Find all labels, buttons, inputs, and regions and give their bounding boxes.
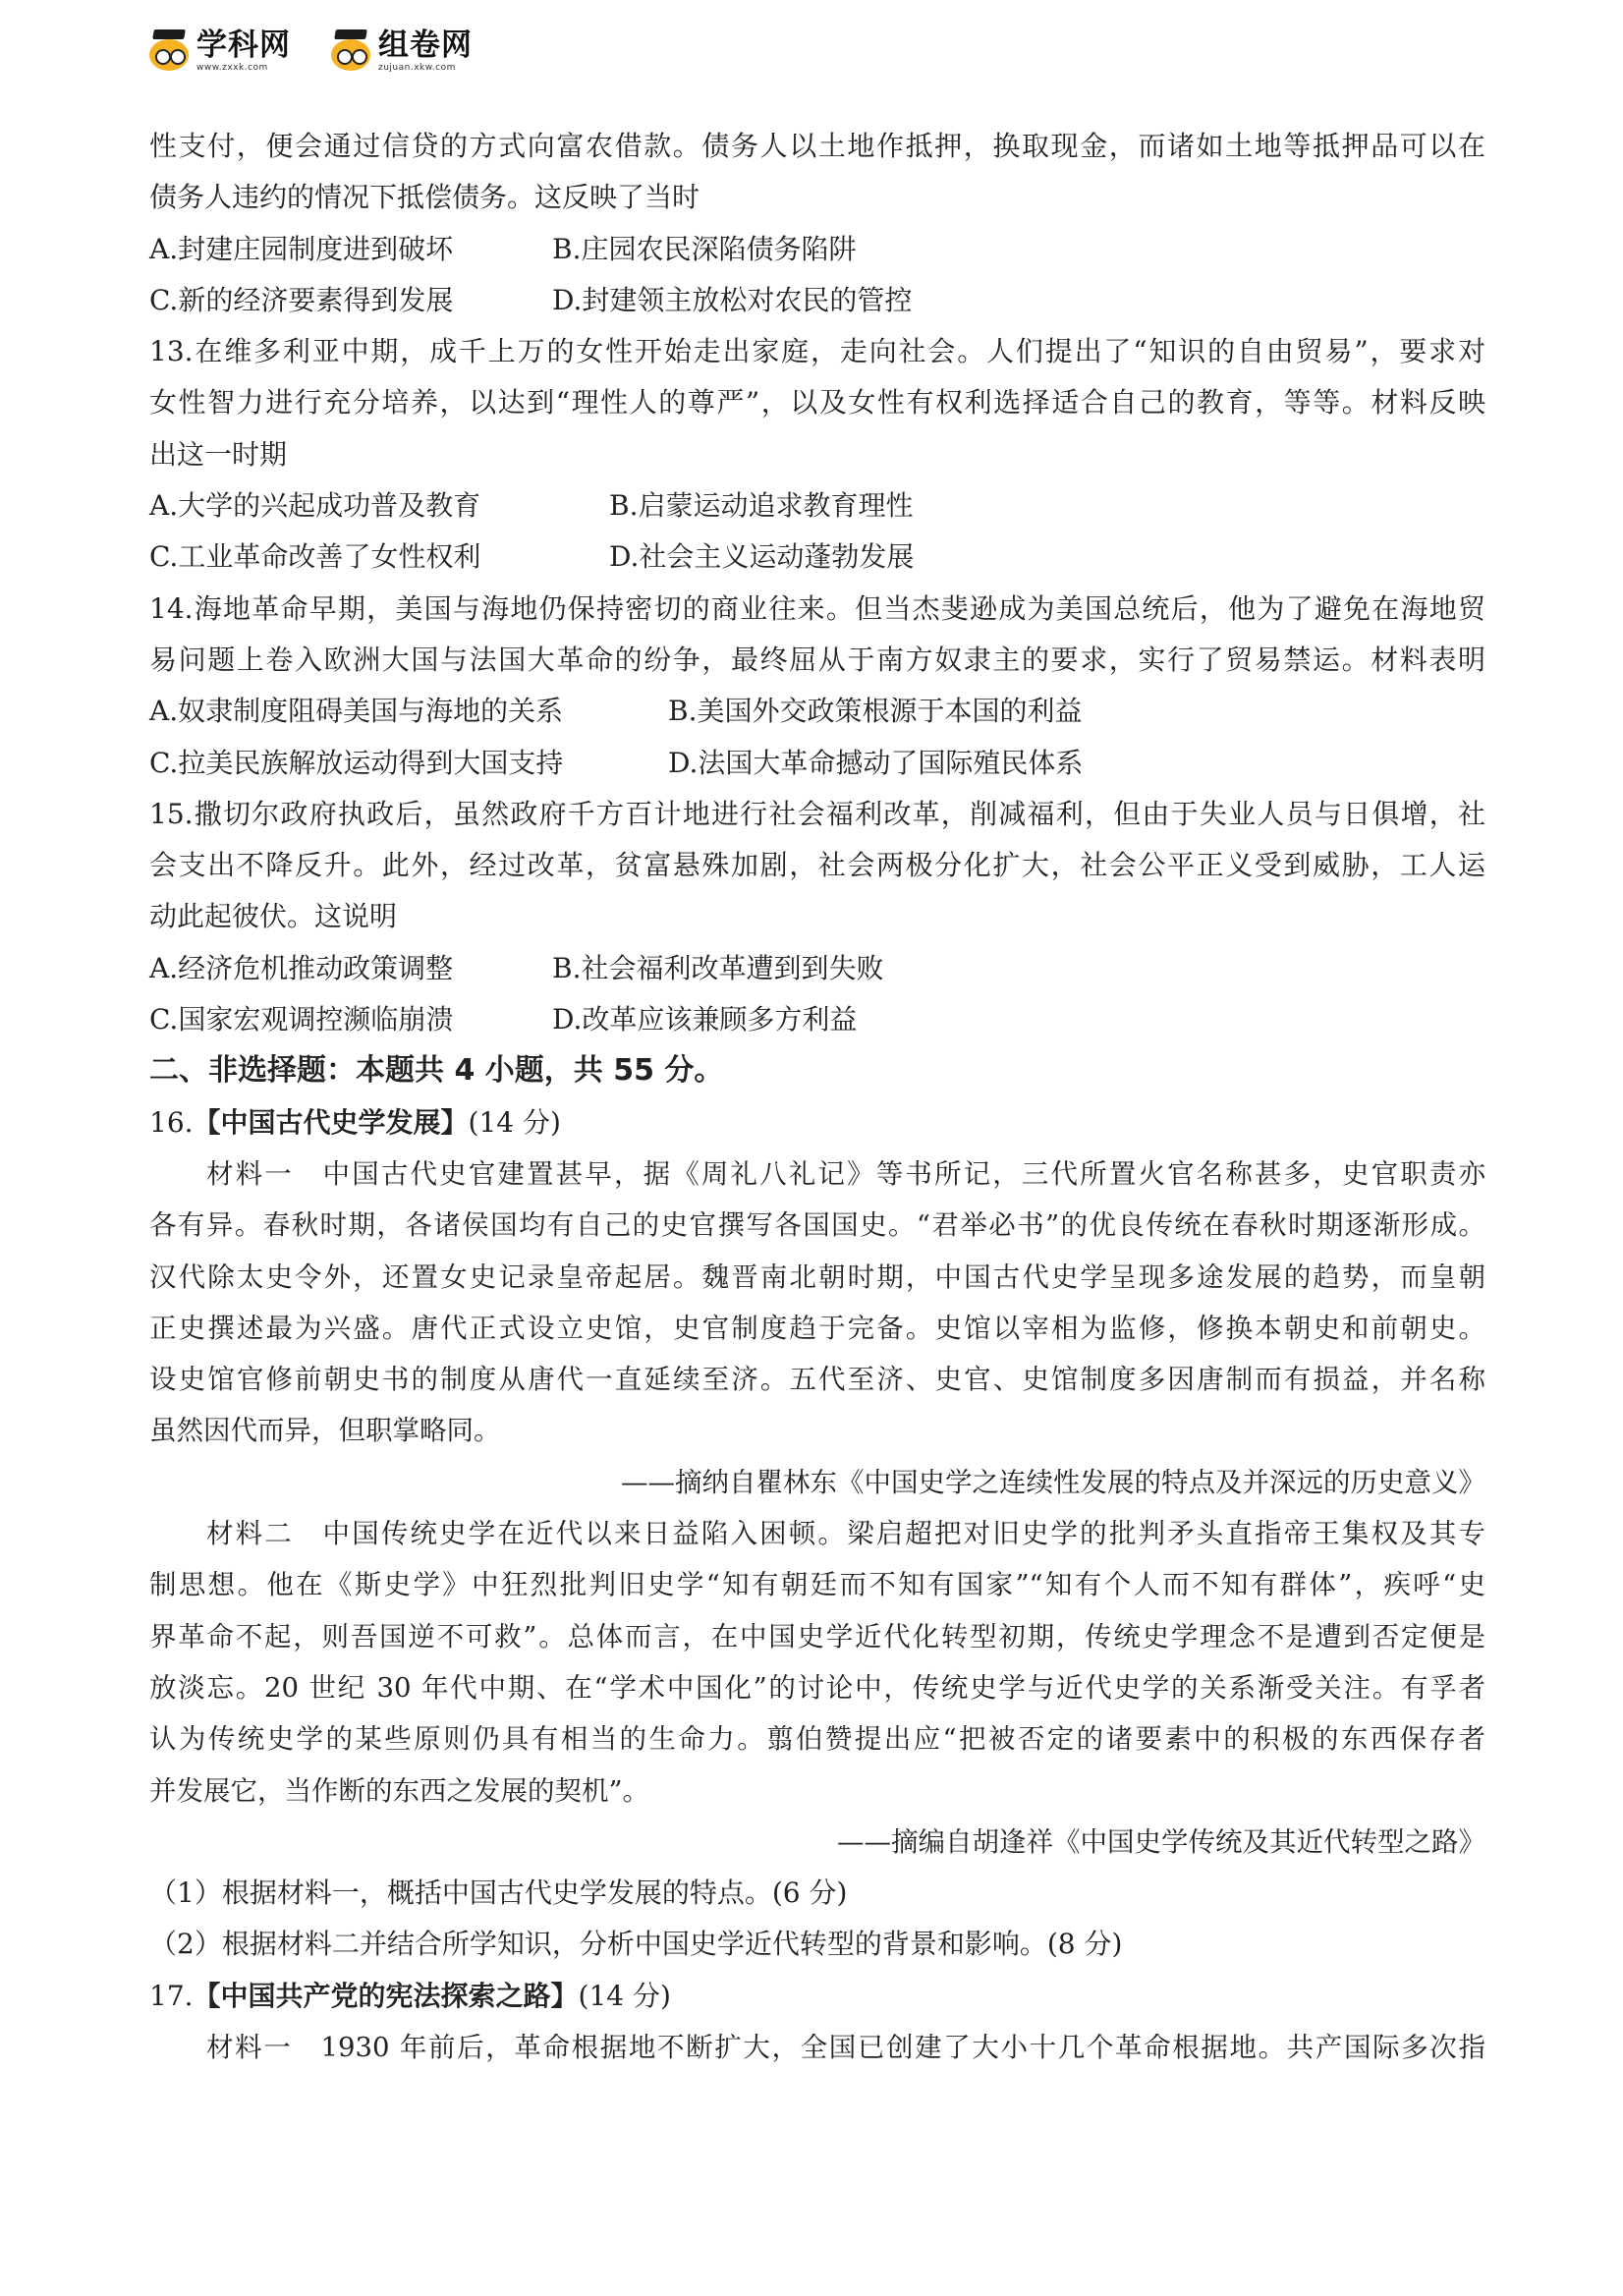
- material-1-source: ——摘纳自瞿林东《中国史学之连续性发展的特点及并深远的历史意义》: [621, 1466, 1485, 1498]
- question-12-options-row: [149, 275, 1485, 326]
- material-1-line: 设史馆官修前朝史书的制度从唐代一直延续至济。五代至济、史官、史馆制度多因唐制而有损益，并名称: [149, 1364, 1485, 1396]
- exam-content: [149, 121, 1485, 2073]
- material-2-line: 并发展它，当作断的东西之发展的契机”。: [149, 1774, 650, 1807]
- material-2-source: ——摘编自胡逢祥《中国史学传统及其近代转型之路》: [837, 1825, 1485, 1858]
- question-14-stem-line: 14.海地革命早期，美国与海地仍保持密切的商业往来。但当杰斐逊成为美国总统后，他为了避免在海地贸: [149, 591, 1485, 625]
- xkw-logo[interactable]: [147, 22, 291, 81]
- option-b[interactable]: B.社会福利改革遭到到失败: [552, 951, 884, 984]
- material-1-line: 材料一 中国古代史官建置甚早，据《周礼八礼记》等书所记，三代所置火官名称甚多，史官职责亦: [206, 1157, 1485, 1190]
- question-score: (14 分): [468, 1105, 561, 1139]
- option-a[interactable]: A.大学的兴起成功普及教育: [149, 489, 481, 523]
- zujuan-logo[interactable]: [329, 22, 473, 81]
- material-1-line: 各有异。春秋时期，各诸侯国均有自己的史官撰写各国国史。“君举必书”的优良传统在春秋时期逐渐形成。: [149, 1209, 1485, 1242]
- question-15-stem-line: 动此起彼伏。这说明: [149, 900, 398, 933]
- owl-mascot-icon: [329, 29, 372, 73]
- section-heading: 二、非选择题：本题共 4 小题，共 55 分。: [149, 1053, 724, 1089]
- option-c[interactable]: C.拉美民族解放运动得到大国支持: [149, 746, 564, 779]
- material-2-line: 放淡忘。20 世纪 30 年代中期、在“学术中国化”的讨论中，传统史学与近代史学的关系渐受关注。有孚者: [149, 1671, 1485, 1704]
- option-a[interactable]: A.经济危机推动政策调整: [149, 951, 454, 984]
- logo-url: zujuan.xkw.com: [378, 62, 456, 73]
- option-b[interactable]: B.启蒙运动追求教育理性: [609, 489, 914, 523]
- option-d[interactable]: D.法国大革命撼动了国际殖民体系: [668, 746, 1084, 779]
- question-12-stem-line: 性支付，便会通过信贷的方式向富农借款。债务人以土地作抵押，换取现金，而诸如土地等抵押品可以在: [149, 130, 1485, 162]
- question-16-heading: [149, 1097, 1485, 1148]
- material-2-line: 认为传统史学的某些原则仍具有相当的生命力。翦伯赞提出应“把被否定的诸要素中的积极的东西保存者: [149, 1723, 1485, 1756]
- material-1-line: 虽然因代而异，但职掌略同。: [149, 1415, 501, 1447]
- option-d[interactable]: D.封建领主放松对农民的管控: [552, 283, 913, 316]
- option-b[interactable]: B.美国外交政策根源于本国的利益: [668, 695, 1083, 728]
- question-13-options-row: [149, 532, 1485, 583]
- material-2-line: 制思想。他在《斯史学》中狂烈批判旧史学“知有朝廷而不知有国家”“知有个人而不知有群体”，疾呼“史: [149, 1569, 1485, 1601]
- option-d[interactable]: D.社会主义运动蓬勃发展: [609, 540, 915, 574]
- question-number: 17.: [149, 1979, 194, 2012]
- question-number: 16.: [149, 1105, 194, 1139]
- question-15-stem-line: 15.撒切尔政府执政后，虽然政府千方百计地进行社会福利改革，削减福利，但由于失业人员与日俱增，社: [149, 797, 1485, 830]
- option-c[interactable]: C.国家宏观调控濒临崩溃: [149, 1003, 454, 1036]
- question-topic: 【中国共产党的宪法探索之路】: [193, 1979, 579, 2012]
- question-14-stem-line: 易问题上卷入欧洲大国与法国大革命的纷争，最终屈从于南方奴隶主的要求，实行了贸易禁运。材料表明: [149, 643, 1485, 676]
- option-c[interactable]: C.新的经济要素得到发展: [149, 283, 454, 316]
- question-13-stem-line: 出这一时期: [149, 437, 288, 471]
- material-1-line: 正史撰述最为兴盛。唐代正式设立史馆，史官制度趋于完备。史馆以宰相为监修，修换本朝史和前朝史。: [149, 1312, 1485, 1344]
- logo-name: 学科网: [196, 27, 291, 63]
- material-2-line: 材料二 中国传统史学在近代以来日益陷入困顿。梁启超把对旧史学的批判矛头直指帝王集权及其专: [206, 1518, 1485, 1550]
- question-15-options-row: [149, 943, 1485, 994]
- logo-name: 组卷网: [378, 27, 473, 63]
- question-13-options-row: [149, 480, 1485, 532]
- sub-question: （2）根据材料二并结合所学知识，分析中国史学近代转型的背景和影响。(8 分): [149, 1928, 1123, 1961]
- question-12-stem-line: 债务人违约的情况下抵偿债务。这反映了当时: [149, 181, 700, 214]
- question-17-heading: [149, 1971, 1485, 2022]
- option-b[interactable]: B.庄园农民深陷债务陷阱: [552, 232, 857, 265]
- question-score: (14 分): [578, 1979, 671, 2012]
- option-a[interactable]: A.奴隶制度阻碍美国与海地的关系: [149, 695, 564, 728]
- material-1-line: 汉代除太史令外，还置女史记录皇帝起居。魏晋南北朝时期，中国古代史学呈现多途发展的趋势，而皇朝: [149, 1260, 1485, 1293]
- logo-url: www.zxxk.com: [196, 62, 268, 73]
- question-13-stem-line: 13.在维多利亚中期，成千上万的女性开始走出家庭，走向社会。人们提出了“知识的自由贸易”，要求对: [149, 335, 1485, 368]
- material-1-line: 材料一 1930 年前后，革命根据地不断扩大，全国已创建了大小十几个革命根据地。共产国际多次指: [206, 2031, 1485, 2063]
- sub-question: （1）根据材料一，概括中国古代史学发展的特点。(6 分): [149, 1876, 848, 1910]
- question-14-options-row: [149, 738, 1485, 789]
- material-2-line: 界革命不起，则吾国逆不可救”。总体而言，在中国史学近代化转型初期，传统史学理念不是遭到否定便是: [149, 1620, 1485, 1652]
- question-13-stem-line: 女性智力进行充分培养，以达到“理性人的尊严”，以及女性有权利选择适合自己的教育，等等。材料反映: [149, 386, 1485, 420]
- option-d[interactable]: D.改革应该兼顾多方利益: [552, 1003, 858, 1036]
- question-topic: 【中国古代史学发展】: [193, 1105, 469, 1139]
- option-c[interactable]: C.工业革命改善了女性权利: [149, 540, 481, 574]
- question-14-options-row: [149, 686, 1485, 737]
- question-12-options-row: [149, 224, 1485, 275]
- question-15-options-row: [149, 994, 1485, 1045]
- owl-mascot-icon: [147, 29, 191, 73]
- option-a[interactable]: A.封建庄园制度进到破坏: [149, 232, 454, 265]
- question-15-stem-line: 会支出不降反升。此外，经过改革，贫富悬殊加剧，社会两极分化扩大，社会公平正义受到威胁，工人运: [149, 849, 1485, 882]
